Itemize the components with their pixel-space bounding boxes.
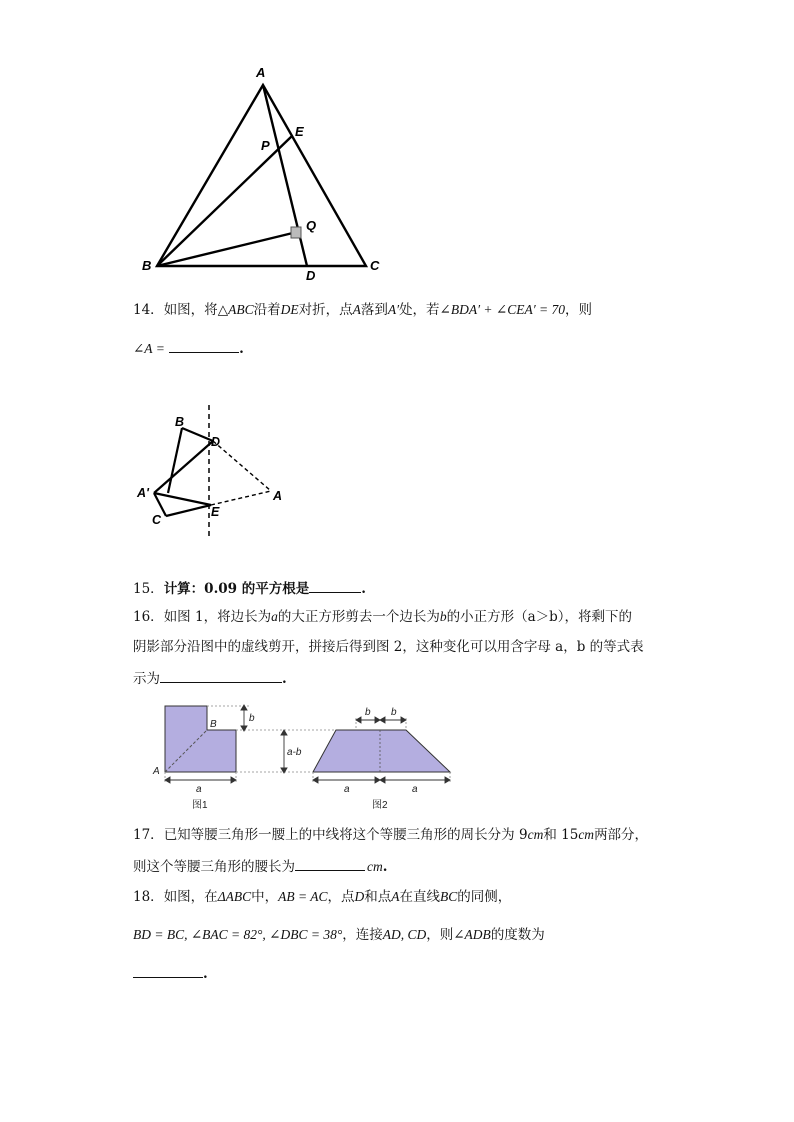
label-d: D: [211, 435, 221, 449]
fig2-trapezoid: [313, 730, 450, 772]
question-18-line3: .: [133, 963, 208, 984]
label-q: Q: [306, 218, 317, 233]
label-a-prime: A': [137, 486, 149, 500]
fig2-caption: 图2: [372, 800, 388, 811]
segment-bq: [157, 231, 301, 266]
label-c: C: [152, 513, 162, 527]
label-a: A: [273, 489, 283, 503]
segment-a-prime-d: [154, 441, 213, 493]
question-16-line2: 阴影部分沿图中的虚线剪开，拼接后得到图 2，这种变化可以用含字母 a，b 的等式表: [133, 639, 644, 655]
answer-blank[interactable]: [133, 963, 203, 978]
fig2-label-b2: b: [391, 707, 397, 718]
question-number: 16．: [133, 609, 164, 625]
question-number: 14．: [133, 302, 164, 318]
equation: BD = BC, ∠BAC = 82°, ∠DBC = 38°: [133, 927, 343, 942]
fig1-label-b: B: [210, 719, 217, 730]
triangle-figure: [130, 60, 400, 285]
equation: ∠BDA′ + ∠CEA′ = 70: [439, 302, 566, 317]
fig2-label-b1: b: [365, 707, 371, 718]
question-16-line3: 示为 .: [133, 668, 287, 689]
segment-ce: [166, 505, 211, 516]
question-15: 15．计算：0.09 的平方根是 .: [133, 578, 366, 599]
fold-figure: [135, 400, 295, 540]
question-18-line2: BD = BC, ∠BAC = 82°, ∠DBC = 38°，连接AD, CD，则∠ADB的度数为: [133, 927, 545, 943]
fig1-caption: 图1: [192, 800, 208, 811]
label-d: D: [306, 268, 316, 283]
question-17-line2: 则这个等腰三角形的腰长为 cm.: [133, 856, 387, 877]
fig2-label-a2: a: [412, 784, 418, 795]
squares-figure: [150, 700, 460, 815]
question-14-line1: 14．如图，将△ABC沿着DE对折，点A落到A′处，若∠BDA′ + ∠CEA′ = 70，则: [133, 302, 593, 318]
answer-blank[interactable]: [160, 668, 282, 683]
question-number: 18．: [133, 889, 164, 905]
question-17-line1: 17．已知等腰三角形一腰上的中线将这个等腰三角形的周长分为 9cm和 15cm两部分，: [133, 827, 649, 843]
label-b: B: [175, 415, 185, 429]
segment-a-prime-e: [154, 493, 211, 505]
answer-blank[interactable]: [309, 578, 361, 593]
segment-ba-prime: [168, 428, 182, 493]
question-number: 17．: [133, 827, 164, 843]
fig2-label-a1: a: [344, 784, 350, 795]
fig1-label-a: A: [153, 766, 160, 777]
fig1-label-small-b: b: [249, 713, 255, 724]
fig1-shaded-region: [165, 706, 236, 772]
segment-be: [157, 136, 292, 266]
label-b: B: [142, 258, 152, 273]
fig1-label-a-minus-b: a-b: [287, 747, 302, 758]
fig1-label-small-a: a: [196, 784, 202, 795]
right-angle-marker: [291, 227, 301, 238]
label-c: C: [370, 258, 380, 273]
question-number: 15．: [133, 581, 164, 597]
label-a: A: [256, 65, 266, 80]
answer-blank[interactable]: [169, 338, 239, 353]
question-18-line1: 18．如图，在ΔABC中，AB = AC，点D和点A在直线BC的同侧，: [133, 889, 512, 905]
answer-blank[interactable]: [295, 856, 365, 871]
label-e: E: [211, 505, 220, 519]
label-e: E: [295, 124, 304, 139]
question-16-line1: 16．如图 1，将边长为a的大正方形剪去一个边长为b的小正方形（a＞b），将剩下的: [133, 609, 633, 625]
dashed-ea: [211, 491, 271, 505]
question-14-line2: ∠A = .: [133, 338, 244, 359]
dashed-da: [213, 441, 271, 491]
triangle-abc: [157, 85, 366, 266]
label-p: P: [261, 138, 270, 153]
